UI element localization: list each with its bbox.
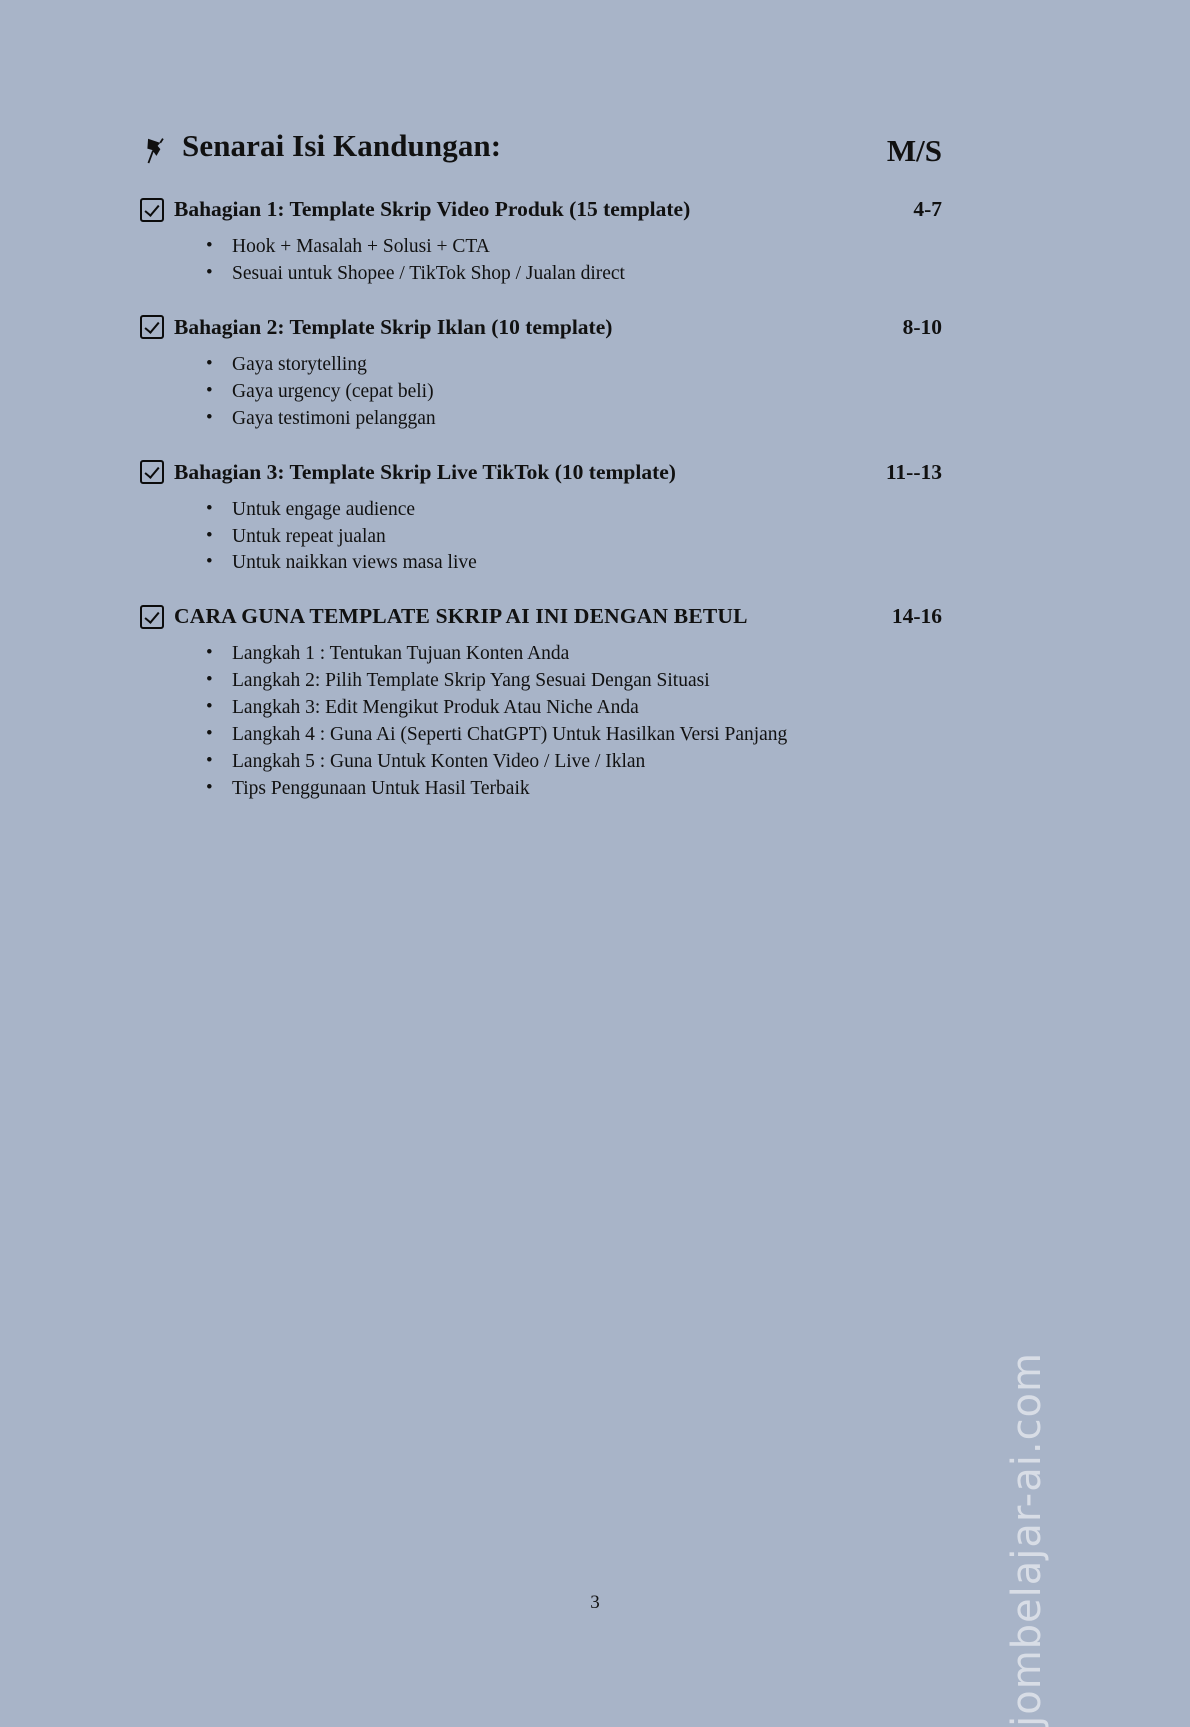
list-item: • Hook + Masalah + Solusi + CTA xyxy=(202,234,960,260)
list-item: • Langkah 2: Pilih Template Skrip Yang Sesuai Dengan Situasi xyxy=(202,668,960,694)
section-pages: 14-16 xyxy=(891,604,942,629)
list-item: • Sesuai untuk Shopee / TikTok Shop / Jualan direct xyxy=(202,261,960,287)
toc-section-header[interactable] xyxy=(140,604,960,629)
list-item: • Langkah 3: Edit Mengikut Produk Atau Niche Anda xyxy=(202,695,960,721)
section-title: Bahagian 3: Template Skrip Live TikTok (10 template) xyxy=(174,459,676,484)
section-title: Bahagian 1: Template Skrip Video Produk (15 template) xyxy=(174,197,691,221)
list-item: • Langkah 4 : Guna Ai (Seperti ChatGPT) Untuk Hasilkan Versi Panjang xyxy=(202,722,960,748)
section-title: CARA GUNA TEMPLATE SKRIP AI INI DENGAN BETUL xyxy=(174,604,748,629)
section-pages: 4-7 xyxy=(913,197,942,221)
list-item: • Untuk engage audience xyxy=(202,497,960,523)
section-title: Bahagian 2: Template Skrip Iklan (10 template) xyxy=(174,314,613,339)
section-bullet-list xyxy=(140,352,960,432)
toc-title-group xyxy=(140,128,501,164)
toc-section-header[interactable] xyxy=(140,460,960,485)
list-item: • Gaya testimoni pelanggan xyxy=(202,406,960,432)
toc-section xyxy=(140,197,960,287)
toc-header xyxy=(140,128,960,169)
list-item: • Tips Penggunaan Untuk Hasil Terbaik xyxy=(202,776,960,802)
list-item: • Untuk repeat jualan xyxy=(202,524,960,550)
list-item: • Langkah 5 : Guna Untuk Konten Video / Live / Iklan xyxy=(202,749,960,775)
table-of-contents xyxy=(140,128,960,808)
section-bullet-list xyxy=(140,641,960,802)
toc-section xyxy=(140,604,960,802)
section-bullet-list xyxy=(140,497,960,577)
list-item: • Gaya storytelling xyxy=(202,352,960,378)
section-pages: 11--13 xyxy=(885,459,942,484)
checkbox-icon[interactable] xyxy=(140,605,164,629)
section-bullet-list xyxy=(140,234,960,287)
checkbox-icon[interactable] xyxy=(140,198,164,222)
toc-section-header[interactable] xyxy=(140,197,960,222)
list-item: • Gaya urgency (cepat beli) xyxy=(202,379,960,405)
checkbox-icon[interactable] xyxy=(140,460,164,484)
section-pages: 8-10 xyxy=(902,314,942,339)
pages-column-header: M/S xyxy=(886,133,942,168)
toc-section xyxy=(140,460,960,577)
page-title: Senarai Isi Kandungan: xyxy=(182,128,502,163)
checkbox-icon[interactable] xyxy=(140,315,164,339)
toc-section xyxy=(140,315,960,432)
page-number: 3 xyxy=(590,1592,600,1613)
toc-section-header[interactable] xyxy=(140,315,960,340)
list-item: • Untuk naikkan views masa live xyxy=(202,550,960,576)
list-item: • Langkah 1 : Tentukan Tujuan Konten Anda xyxy=(202,641,960,667)
pin-icon xyxy=(140,134,170,164)
watermark: jombelajar-ai.com xyxy=(1004,1352,1050,1727)
